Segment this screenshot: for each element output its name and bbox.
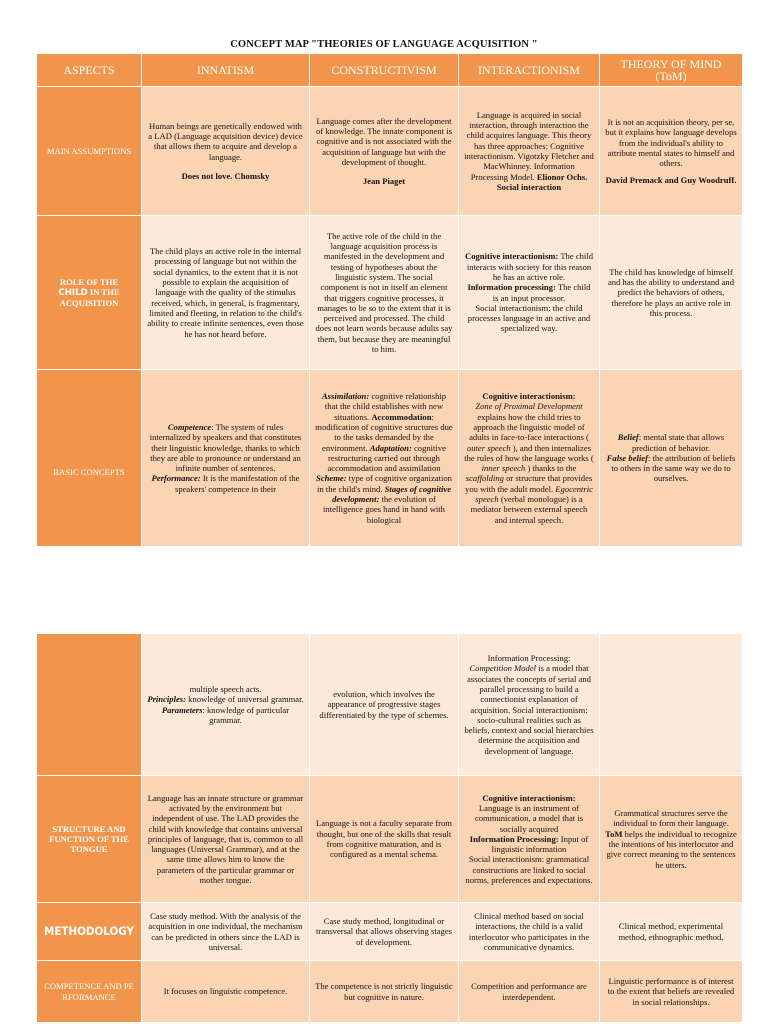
cell-cont-innatism (142, 634, 310, 776)
role-ci-text: The child interacts with society for this reason he has an active role. (466, 251, 594, 282)
role-ip-term: Information processing: (467, 282, 556, 293)
role-ci-term: Cognitive interactionism: (464, 251, 559, 262)
cell-competence-constructivism: The competence is not strictly linguistic but cognitive in nature. (310, 961, 459, 1023)
row-label-basic-concepts: BASIC CONCEPTS (37, 370, 142, 547)
cell-structure-interactionism (459, 776, 600, 903)
role-label-part-3: IN THE ACQUISITION (59, 286, 120, 309)
zpd-text-5: (verbal monologue) is a mediator between external speech and internal speech. (470, 494, 588, 525)
stages-text: the evolution of intelligence goes hand in hand with biological (323, 494, 445, 525)
zpd-text-3: ) thanks to the (527, 463, 577, 474)
main-interactionism-text: Language is acquired in social interaction, through interaction the child acquires language. This theory has three approaches: Cognitive interactionism. Vigotzky Fletcher and MacWhinney. Information Processing Model. (464, 109, 594, 182)
performance-term: Performance: (151, 473, 201, 484)
role-label-part-1: ROLE OF THE (59, 276, 119, 287)
cell-role-innatism: The child plays an active role in the internal processing of language but not within the social dynamics, to the extent that it is not possible to explain the acquisition of language with the quality of the stimulus received, which, in general, is fragmentary, limited and fleeting, in relation to the child's ability to create infinite sentences, even those he has not heard before. (142, 216, 310, 370)
row-label-methodology: METHODOLOGY (37, 903, 142, 961)
belief-term: Belief (617, 432, 639, 443)
cell-basic-innatism (142, 370, 310, 547)
header-aspects: ASPECTS (37, 54, 142, 87)
role-label-part-2: CHILD (58, 287, 88, 298)
accommodation-text: : modification of cognitive structures due to the tasks demanded by the environment. (315, 411, 453, 453)
cell-role-constructivism: The active role of the child in the language acquisition process is manifested in the development and testing of hypotheses about the linguistic system. The social component is not in itself an element that triggers cognitive processes, it manages to be so to the extent that it is perceived and processed. The child does not learn words because adults say them, but because they are meaningful to him. (310, 216, 459, 370)
header-theory-of-mind: THEORY OF MIND (ToM) (600, 54, 743, 87)
row-role-of-child (37, 216, 743, 370)
cell-structure-tom (600, 776, 743, 903)
cell-method-tom: Clinical method, experimental method, ethnographic method. (600, 903, 743, 961)
structure-tom-term: ToM (605, 828, 623, 839)
performance-text: It is the manifestation of the speakers' competence in their (174, 473, 300, 494)
row-basic-concepts-continued (37, 634, 743, 776)
row-label-main-assumptions: MAIN ASSUMPTIONS (37, 87, 142, 216)
row-label-competence-performance: COMPETENCE AND PERFORMANCE (37, 961, 142, 1023)
stages-term: Stages of cognitive development: (332, 483, 452, 505)
structure-ip-term: Information Processing: (469, 833, 559, 844)
cell-competence-innatism: It focuses on linguistic competence. (142, 961, 310, 1023)
adaptation-term: Adaptation: (369, 442, 412, 453)
structure-ci-text: Language is an instrument of communication, a model that is socially acquired (474, 802, 584, 834)
zpd-text-4: or structure that provides you with the adult model. (465, 473, 593, 494)
parameters-text: : knowledge of particular grammar. (202, 704, 290, 725)
adaptation-text: cognitive restructuring carried out through accommodation and assimilation (327, 442, 446, 474)
cont-innatism-text: multiple speech acts. (189, 683, 262, 694)
main-innatism-text: Human beings are genetically endowed with a LAD (Language acquisition device) device that allows them to acquire and develop a language. (148, 120, 303, 162)
scheme-term: Scheme: (316, 473, 347, 484)
inner-speech-term: inner speech (481, 463, 526, 474)
main-tom-author: David Premack and Guy Woodruff. (605, 174, 737, 185)
egocentric-term: Egocentric speech (475, 483, 593, 505)
row-methodology (37, 903, 743, 961)
row-competence-performance (37, 961, 743, 1023)
concept-map-table-part-1 (36, 53, 743, 547)
scaffolding-term: scaffolding (465, 473, 504, 484)
cell-structure-innatism: Language has an innate structure or grammar activated by the environment but independent of use. The LAD provides the child with knowledge that contains universal principles of language, that is, common to all languages (Universal Grammar), and at the same time allows him to know the parameters of the particular grammar or mother tongue. (142, 776, 310, 903)
parameters-term: Parameters (161, 704, 203, 715)
cell-cont-constructivism: evolution, which involves the appearance of progressive stages differentiated by the type of schemes. (310, 634, 459, 776)
cell-method-constructivism: Case study method, longitudinal or transversal that allows observing stages of development. (310, 903, 459, 961)
cell-main-tom (600, 87, 743, 216)
main-constructivism-text: Language comes after the development of knowledge. The innate component is cognitive and is not associated with the acquisition of language but with the development of thought. (316, 115, 452, 167)
zpd-term: Zone of Proximal Development (475, 401, 583, 412)
assimilation-text: cognitive relationship that the child establishes with new situations. (324, 391, 447, 422)
row-main-assumptions (37, 87, 743, 216)
competition-model-term: Competition Model (469, 663, 537, 674)
cell-main-constructivism (310, 87, 459, 216)
main-interactionism-author: Elionor Ochs. Social interaction (496, 171, 588, 192)
cell-competence-interactionism: Competition and performance are interdependent. (459, 961, 600, 1023)
zpd-text-2: ), and then internalizes the rules of how the language works ( (464, 442, 594, 463)
principles-term: Principles: (147, 694, 186, 705)
principles-text: knowledge of universal grammar. (188, 694, 304, 705)
row-basic-concepts (37, 370, 743, 547)
cell-cont-tom (600, 634, 743, 776)
main-innatism-author: Does not love. Chomsky (181, 170, 270, 181)
cell-main-innatism (142, 87, 310, 216)
cell-basic-tom (600, 370, 743, 547)
cont-social-text: Social interactionism: socio-cultural realities such as beliefs, context and social hierarchies determine the acquisition and development of language. (464, 704, 594, 756)
cont-ip-label: Information Processing: (487, 653, 571, 664)
assimilation-term: Assimilation: (321, 391, 370, 402)
cell-cont-interactionism (459, 634, 600, 776)
row-label-continued (37, 634, 142, 776)
row-structure-function (37, 776, 743, 903)
cell-competence-tom: Linguistic performance is of interest to the extent that beliefs are revealed in social relationships. (600, 961, 743, 1023)
structure-ci-term: Cognitive interactionism: (482, 792, 576, 803)
main-tom-text: It is not an acquisition theory, per se, but it explains how language develops from the individual's ability to attribute mental states to himself and others. (605, 117, 737, 169)
competence-text: : The system of rules internalized by speakers and that constitutes their linguistic knowledge, thanks to which they are able to pronounce or understand an infinite number of sentences. (149, 421, 302, 474)
structure-ip-text: Input of linguistic information (491, 833, 589, 855)
outer-speech-term: outer speech (466, 442, 511, 453)
cell-main-interactionism (459, 87, 600, 216)
accommodation-term: Accommodation (371, 411, 432, 422)
row-label-role-of-child (37, 216, 142, 370)
role-ip-text: The child is an input processor. (492, 282, 591, 303)
structure-si-text: Social interactionism: grammatical constructions are linked to social norms, preferences and expectations. (465, 854, 593, 886)
belief-text: : mental state that allows prediction of behavior. (631, 432, 725, 453)
cell-structure-constructivism: Language is not a faculty separate from thought, but one of the skills that result from cognitive maturation, and is configured as a mental schema. (310, 776, 459, 903)
cell-method-interactionism: Clinical method based on social interactions, the child is a valid interlocutor who participates in the communicative dynamics. (459, 903, 600, 961)
cell-method-innatism: Case study method. With the analysis of the acquisition in one individual, the mechanism can be predicted in others since the LAD is universal. (142, 903, 310, 961)
header-interactionism: INTERACTIONISM (459, 54, 600, 87)
competition-model-text: is a model that associates the concepts of serial and parallel processing to build a connectionist explanation of acquisition. (467, 663, 591, 715)
cell-basic-interactionism (459, 370, 600, 547)
scheme-text: type of cognitive organization in the child's mind. (316, 473, 452, 494)
main-constructivism-author: Jean Piaget (362, 176, 406, 187)
header-constructivism: CONSTRUCTIVISM (310, 54, 459, 87)
zpd-text-1: explains how the child tries to approach the linguistic model of adults in face-to-face interactions ( (469, 411, 589, 443)
competence-term: Competence (167, 421, 212, 432)
header-innatism: INNATISM (142, 54, 310, 87)
concept-map-table-part-2 (36, 633, 743, 1023)
cell-basic-constructivism (310, 370, 459, 547)
cell-role-tom: The child has knowledge of himself and has the ability to understand and predict the behaviors of others, therefore he plays an active role in this process. (600, 216, 743, 370)
false-belief-term: False belief (606, 452, 648, 463)
cell-role-interactionism (459, 216, 600, 370)
page-title: CONCEPT MAP "THEORIES OF LANGUAGE ACQUISITION " (230, 39, 538, 50)
structure-tom-text-1: Grammatical structures serve the individual to form their language. (613, 808, 729, 829)
false-belief-text: : the attribution of beliefs to others in the same way we do to ourselves. (611, 452, 736, 484)
basic-ci-term: Cognitive interactionism: (482, 391, 576, 402)
header-row (37, 54, 743, 87)
role-si-text: Social interactionism: the child processes language in an active and specialized way. (467, 302, 591, 334)
row-label-structure-function: STRUCTURE AND FUNCTION OF THE TONGUE (37, 776, 142, 903)
structure-tom-text-2: helps the individual to recognize the intentions of his interlocutor and give correct meaning to the sentences he utters. (606, 828, 737, 870)
